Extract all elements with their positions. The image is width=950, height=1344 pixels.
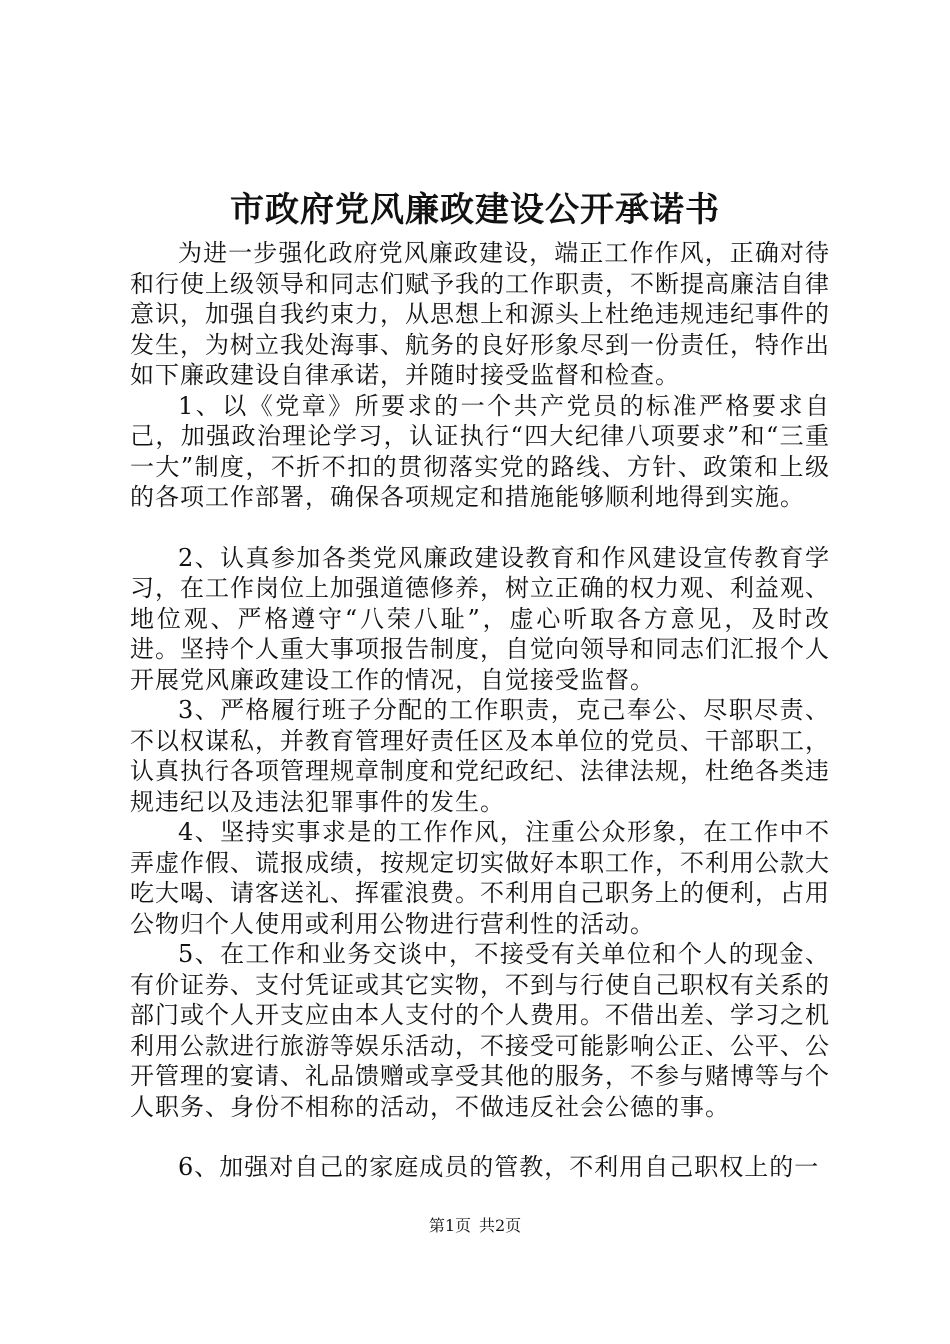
page-footer <box>0 1216 950 1236</box>
commitment-paragraph-1: 1、以《党章》所要求的一个共产党员的标准严格要求自己，加强政治理论学习，认证执行“四大纪律八项要求”和“三重一大”制度，不折不扣的贯彻落实党的路线、方针、政策和上级的各项工作部署，确保各项规定和措施能够顺利地得到实施。 <box>130 391 830 511</box>
document-body <box>130 238 830 1183</box>
page-total: 共2页 <box>479 1216 522 1235</box>
commitment-paragraph-5: 5、在工作和业务交谈中，不接受有关单位和个人的现金、有价证券、支付凭证或其它实物，不到与行使自己职权有关系的部门或个人开支应由本人支付的个人费用。不借出差、学习之机利用公款进行旅游等娱乐活动，不接受可能影响公正、公平、公开管理的宴请、礼品馈赠或享受其他的服务，不参与赌博等与个人职务、身份不相称的活动，不做违反社会公德的事。 <box>130 940 830 1121</box>
commitment-paragraph-6: 6、加强对自己的家庭成员的管教，不利用自己职权上的一 <box>178 1153 820 1181</box>
page-number: 第1页 <box>428 1216 471 1235</box>
commitment-paragraph-2: 2、认真参加各类党风廉政建设教育和作风建设宣传教育学习，在工作岗位上加强道德修养，树立正确的权力观、利益观、地位观、严格遵守“八荣八耻”，虚心听取各方意见，及时改进。坚持个人重大事项报告制度，自觉向领导和同志们汇报个人开展党风廉政建设工作的情况，自觉接受监督。 <box>130 543 830 694</box>
intro-paragraph: 为进一步强化政府党风廉政建设，端正工作作风，正确对待和行使上级领导和同志们赋予我的工作职责，不断提高廉洁自律意识，加强自我约束力，从思想上和源头上杜绝违规违纪事件的发生，为树立我处海事、航务的良好形象尽到一份责任，特作出如下廉政建设自律承诺，并随时接受监督和检查。 <box>130 239 830 389</box>
commitment-paragraph-4: 4、坚持实事求是的工作作风，注重公众形象，在工作中不弄虚作假、谎报成绩，按规定切实做好本职工作，不利用公款大吃大喝、请客送礼、挥霍浪费。不利用自己职务上的便利，占用公物归个人使用或利用公物进行营利性的活动。 <box>130 818 830 938</box>
commitment-paragraph-3: 3、严格履行班子分配的工作职责，克己奉公、尽职尽责、不以权谋私，并教育管理好责任区及本单位的党员、干部职工，认真执行各项管理规章制度和党纪政纪、法律法规，杜绝各类违规违纪以及违法犯罪事件的发生。 <box>130 696 830 816</box>
document-title: 市政府党风廉政建设公开承诺书 <box>230 190 720 230</box>
